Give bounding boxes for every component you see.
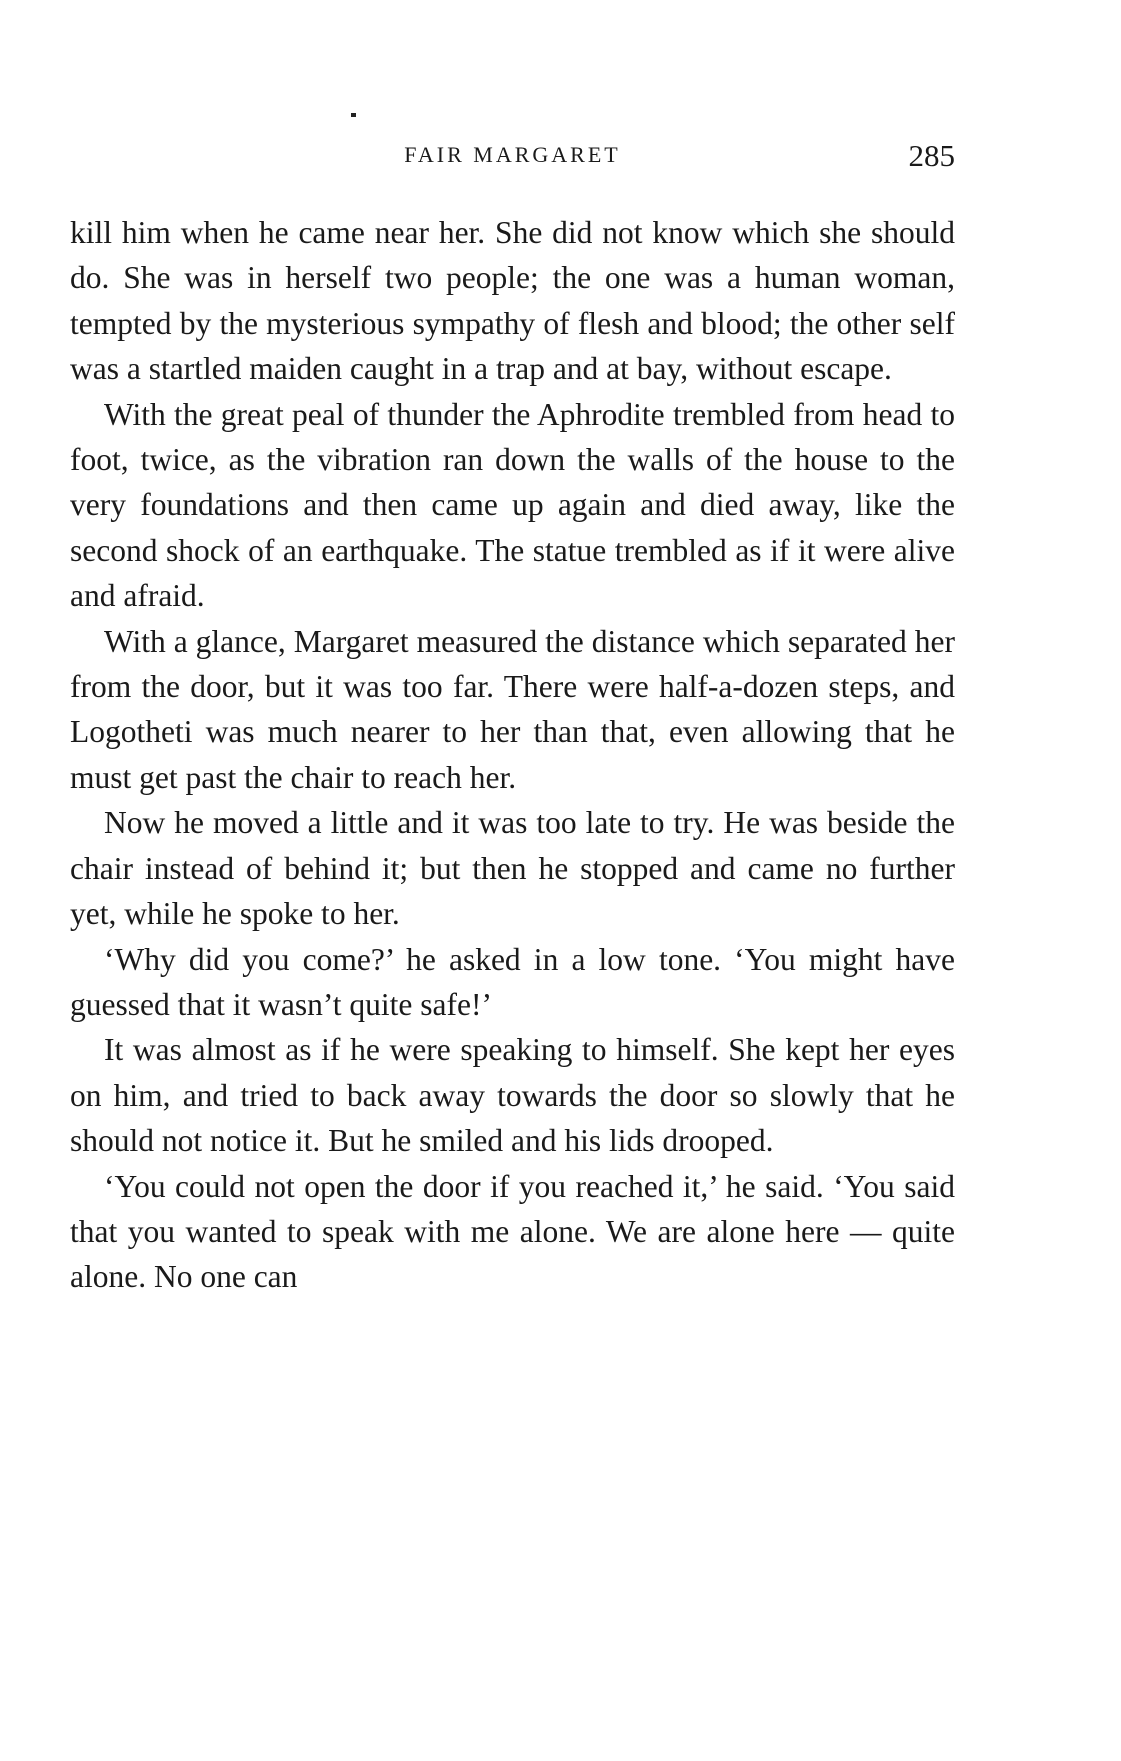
paragraph-dialogue-why: ‘Why did you come?’ he asked in a low tone. ‘You might have guessed that it wasn’t quite safe!’ bbox=[70, 941, 955, 1022]
body-text bbox=[70, 210, 955, 1300]
paragraph-dialogue-door: ‘You could not open the door if you reached it,’ he said. ‘You said that you wanted to speak with me alone. We are alone here — quite alone. No one can bbox=[70, 1168, 955, 1295]
paragraph-distance: With a glance, Margaret measured the distance which separated her from the door, but it was too far. There were half-a-dozen steps, and Logotheti was much nearer to her than that, even allowing that he must get past the chair to reach her. bbox=[70, 623, 955, 795]
paragraph-continued: kill him when he came near her. She did not know which she should do. She was in herself two people; the one was a human woman, tempted by the mysterious sympathy of flesh and blood; the other self was a startled maiden caught in a trap and at bay, without escape. bbox=[70, 215, 955, 387]
paragraph-thunder: With the great peal of thunder the Aphrodite trembled from head to foot, twice, as the vibration ran down the walls of the house to the very foundations and then came up again and died away, like the second shock of an earthquake. The statue trembled as if it were alive and afraid. bbox=[70, 396, 955, 614]
paragraph-himself: It was almost as if he were speaking to himself. She kept her eyes on him, and tried to back away towards the door so slowly that he should not notice it. But he smiled and his lids drooped. bbox=[70, 1032, 955, 1159]
page-number: 285 bbox=[908, 138, 955, 173]
running-head bbox=[70, 138, 955, 178]
paragraph-moved: Now he moved a little and it was too late to try. He was beside the chair instead of behind it; but then he stopped and came no further yet, while he spoke to her. bbox=[70, 805, 955, 932]
print-speck bbox=[351, 113, 356, 117]
running-title: FAIR MARGARET bbox=[404, 142, 621, 167]
